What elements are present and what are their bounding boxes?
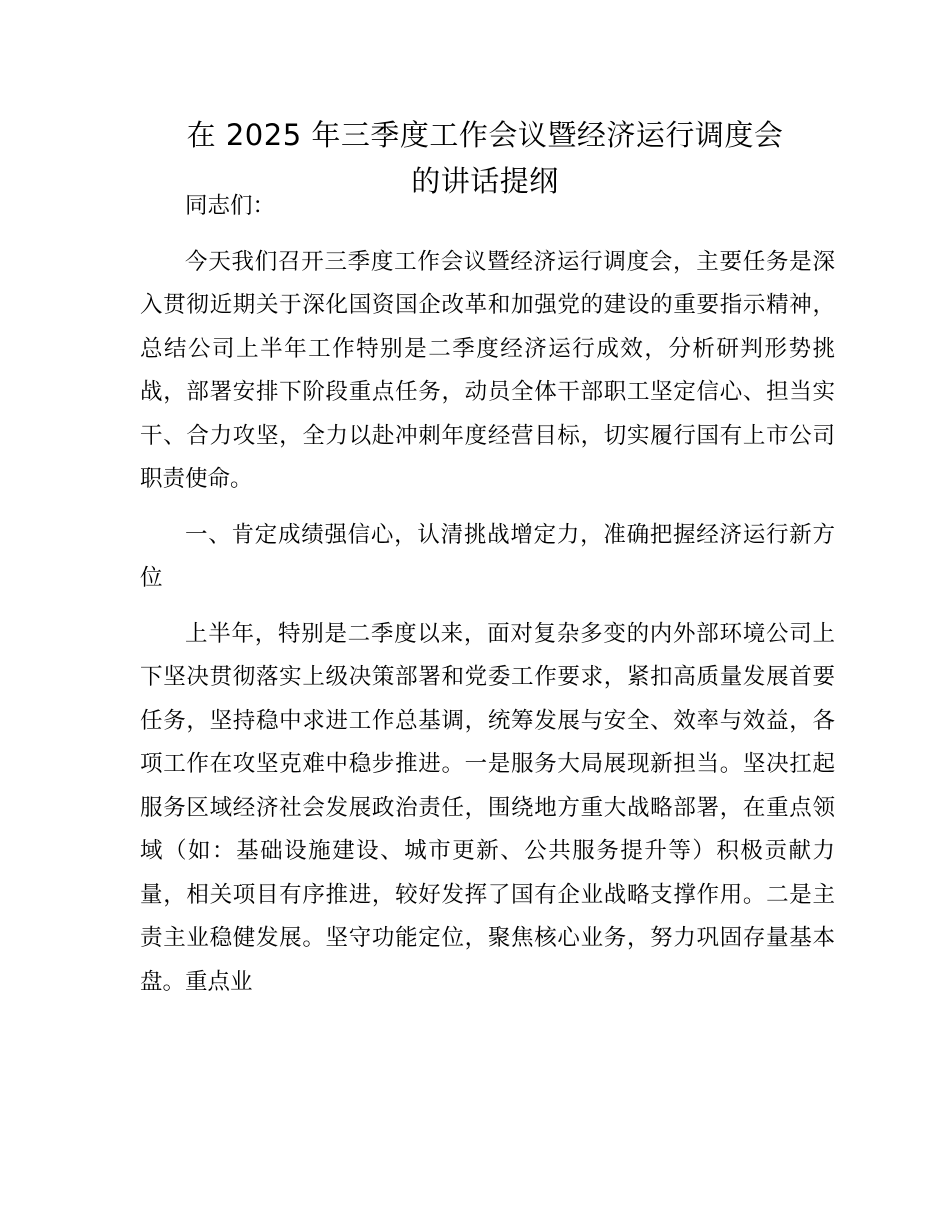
salutation: 同志们： — [185, 193, 276, 219]
title-line-1: 在 2025 年三季度工作会议暨经济运行调度会 — [186, 118, 784, 152]
title-line-2: 的讲话提纲 — [411, 164, 559, 198]
section-heading-1: 一、肯定成绩强信心，认清挑战增定力，准确把握经济运行新方位 — [140, 521, 835, 591]
paragraph-first-half-review: 上半年，特别是二季度以来，面对复杂多变的内外部环境公司上下坚决贯彻落实上级决策部署和党委工作要求，紧扣高质量发展首要任务，坚持稳中求进工作总基调，统筹发展与安全、效率与效益，各项工作在攻坚克难中稳步推进。一是服务大局展现新担当。坚决扛起服务区域经济社会发展政治责任，围绕地方重大战略部署，在重点领域（如：基础设施建设、城市更新、公共服务提升等）积极贡献力量，相关项目有序推进，较好发挥了国有企业战略支撑作用。二是主责主业稳健发展。坚守功能定位，聚焦核心业务，努力巩固存量基本盘。重点业 — [140, 620, 835, 995]
paragraph-intro: 今天我们召开三季度工作会议暨经济运行调度会，主要任务是深入贯彻近期关于深化国资国企改革和加强党的建设的重要指示精神，总结公司上半年工作特别是二季度经济运行成效，分析研判形势挑战，部署安排下阶段重点任务，动员全体干部职工坚定信心、担当实干、合力攻坚，全力以赴冲刺年度经营目标，切实履行国有上市公司职责使命。 — [140, 248, 835, 492]
document-body — [140, 185, 835, 1016]
